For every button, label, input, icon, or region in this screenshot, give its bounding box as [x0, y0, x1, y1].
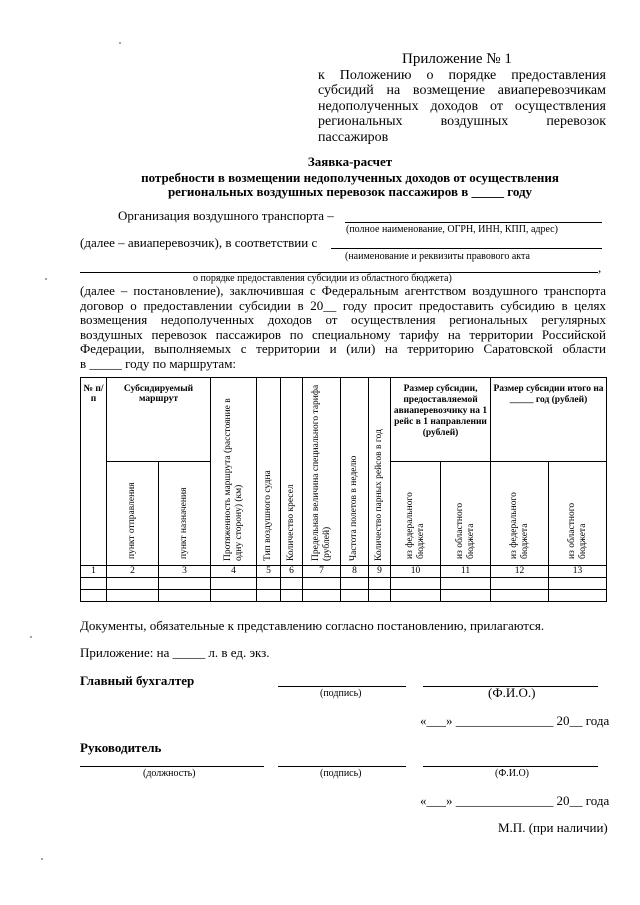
routes-table — [80, 377, 607, 602]
accountant-date: «___» _______________ 20__ года — [420, 713, 610, 728]
table-num-cell: 5 — [257, 566, 281, 578]
carrier-line: (далее – авиаперевозчик), в соответствии с — [80, 235, 318, 250]
annex-line-2: субсидий на возмещение авиаперевозчикам — [318, 83, 606, 99]
act-hint-2: о порядке предоставления субсидии из областного бюджета) — [193, 273, 452, 284]
table-num-cell: 2 — [107, 566, 159, 578]
head-fio-hint: (Ф.И.О) — [495, 768, 530, 779]
documents-note: Документы, обязательные к представлению согласно постановлению, прилагаются. — [80, 618, 545, 633]
table-num-cell: 4 — [211, 566, 257, 578]
table-num-cell: 7 — [303, 566, 341, 578]
head-date: «___» _______________ 20__ года — [420, 793, 610, 808]
heading-line-2: потребности в возмещении недополученных доходов от осуществления — [141, 170, 559, 185]
attachment-note: Приложение: на _____ л. в ед. экз. — [80, 645, 270, 660]
col-aircraft-header: Тип воздушного судна — [257, 378, 281, 566]
annex-line-3: недополученных доходов от осуществления — [318, 98, 606, 114]
head-label: Руководитель — [80, 740, 162, 755]
table-num-cell: 10 — [391, 566, 441, 578]
col-total-fed-header: из федерального бюджета — [491, 462, 549, 566]
act-line — [331, 248, 602, 249]
intro-para-5: Федерации, выполняемых с территории и (или) на территорию Саратовской области — [80, 341, 606, 357]
table-num-cell: 3 — [159, 566, 211, 578]
col-per-fed-header: из федерального бюджета — [391, 462, 441, 566]
head-position-line — [80, 766, 264, 767]
col-from-header: пункт отправления — [107, 462, 159, 566]
act-hint: (наименование и реквизиты правового акта — [345, 251, 530, 262]
intro-para-2: договор о предоставлении субсидии в 20__ году просит предоставить субсидию в целях — [80, 297, 606, 313]
col-tariff-header: Предельная величина специального тарифа (рублей) — [303, 378, 341, 566]
table-num-cell: 12 — [491, 566, 549, 578]
annex-line-1: к Положению о порядке предоставления — [318, 67, 606, 83]
intro-para-6: в _____ году по маршрутам: — [80, 355, 237, 371]
accountant-sign-line — [278, 686, 406, 687]
col-seats-header: Количество кресел — [281, 378, 303, 566]
scan-dot — [30, 636, 32, 638]
col-per-reg-header: из областного бюджета — [441, 462, 491, 566]
annex-line-4: региональных воздушных перевозок — [318, 114, 606, 130]
col-number-header: № п/п — [81, 378, 107, 566]
annex-block — [318, 52, 606, 146]
annex-title: Приложение № 1 — [402, 51, 512, 67]
table-num-cell: 1 — [81, 566, 107, 578]
scan-dot — [119, 42, 121, 44]
intro-para-4: воздушных перевозок пассажиров по специальному тарифу на территории Российской — [80, 326, 606, 342]
org-hint: (полное наименование, ОГРН, ИНН, КПП, адрес) — [346, 224, 558, 235]
accountant-fio-hint: (Ф.И.О.) — [488, 685, 536, 700]
col-length-header: Протяженность маршрута (расстояние в одну сторону) (км) — [211, 378, 257, 566]
org-name-line — [345, 222, 602, 223]
head-sign-line — [278, 766, 406, 767]
stamp-note: М.П. (при наличии) — [498, 820, 608, 835]
table-row — [81, 590, 607, 602]
table-num-cell: 13 — [549, 566, 607, 578]
head-sign-hint: (подпись) — [320, 768, 362, 779]
accountant-label: Главный бухгалтер — [80, 673, 195, 688]
col-size-per-header: Размер субсидии, предоставляемой авиаперевозчику на 1 рейс в 1 направлении (рублей) — [391, 378, 491, 462]
intro-para-1: (далее – постановление), заключившая с Федеральным агентством воздушного транспорта — [80, 283, 606, 298]
act-comma: , — [598, 260, 602, 275]
table-num-cell: 8 — [341, 566, 369, 578]
col-route-header: Субсидируемый маршрут — [107, 378, 211, 462]
col-frequency-header: Частота полетов в неделю — [341, 378, 369, 566]
col-size-total-header: Размер субсидии итого на _____ год (рублей) — [491, 378, 607, 462]
col-pairs-header: Количество парных рейсов в год — [369, 378, 391, 566]
intro-paragraph — [80, 284, 606, 372]
intro-para-3: возмещения недополученных доходов от осуществления региональных регулярных — [80, 312, 606, 328]
head-fio-line — [423, 766, 598, 767]
table-row — [81, 578, 607, 590]
table-num-cell: 11 — [441, 566, 491, 578]
scan-dot — [41, 858, 43, 860]
table-num-cell: 9 — [369, 566, 391, 578]
table-num-cell: 6 — [281, 566, 303, 578]
head-position-hint: (должность) — [143, 768, 196, 779]
table-number-row — [81, 566, 607, 578]
col-total-reg-header: из областного бюджета — [549, 462, 607, 566]
accountant-sign-hint: (подпись) — [320, 688, 362, 699]
col-to-header: пункт назначения — [159, 462, 211, 566]
heading-line-3: региональных воздушных перевозок пассажиров в _____ году — [167, 184, 533, 199]
heading-title: Заявка-расчет — [307, 154, 393, 169]
annex-line-5: пассажиров — [318, 129, 389, 145]
org-label: Организация воздушного транспорта – — [118, 208, 334, 223]
scan-dot — [45, 278, 47, 280]
